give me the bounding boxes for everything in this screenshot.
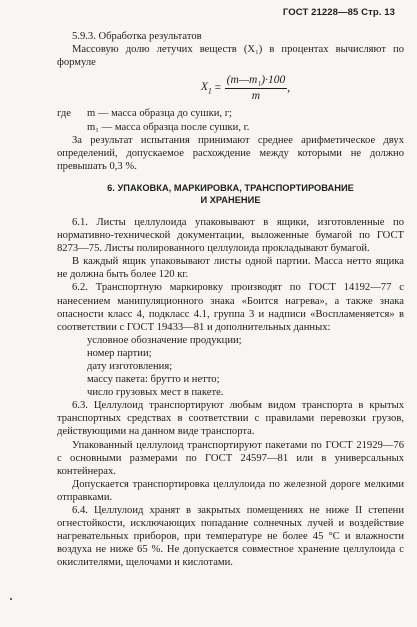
paragraph-6-4: 6.4. Целлулоид хранят в закрытых помещениях не ниже II степени огнестойкости, исключающих попадание солнечных лучей и воздействие нагревательных приборов, при температуре не более 45 °С и влажности воздуха не ниже 65 %. Не допускается совместное хранение целлулоида с окислителями, щелочами и кислотами. — [57, 505, 404, 569]
subsection-title: 5.9.3. Обработка результатов — [72, 31, 202, 42]
formula: $X_1$ = $\frac{\text{(m—m₁)·100}}{m}$ , — [200, 74, 291, 103]
formula-numerator: (m—m₁)·100 — [225, 74, 288, 89]
scan-dot — [10, 598, 12, 600]
marking-list — [87, 334, 404, 399]
paragraph-6-3: 6.3. Целлулоид транспортируют любым видом транспорта в крытых транспортных средствах в соответствии с правилами перевозки грузов, действующими на данном виде транспорта. — [57, 400, 404, 438]
list-item: массу пакета: брутто и нетто; — [87, 374, 220, 386]
paragraph-6-1: 6.1. Листы целлулоида упаковывают в ящики, изготовленные по нормативно-технической документации, выложенные бумагой по ГОСТ 8273—75. Листы полированного целлулоида прокладывают бумагой. — [57, 216, 404, 255]
list-item: число грузовых мест в пакете. — [87, 387, 224, 399]
list-item: номер партии; — [87, 347, 152, 359]
paragraph-6-3b: Упакованный целлулоид транспортируют пакетами по ГОСТ 21929—76 с основными размерами по ГОСТ 24597—81 или в универсальных контейнерах. — [57, 439, 404, 477]
paragraph-6-1b: В каждый ящик упаковывают листы одной партии. Масса нетто ящика не должна быть более 120 кг. — [57, 256, 404, 281]
paragraph-intro: Массовую долю летучих веществ (X₁) в процентах вычисляют по формуле — [57, 44, 404, 69]
formula-fraction — [225, 74, 288, 103]
page-header: ГОСТ 21228—85 Стр. 13 — [282, 7, 395, 18]
list-item: дату изготовления; — [87, 360, 173, 372]
document-body — [57, 30, 404, 569]
legend-m: где m — масса образца до сушки, г; — [57, 108, 232, 120]
section-title: 6. УПАКОВКА, МАРКИРОВКА, ТРАНСПОРТИРОВАНИЕ И ХРАНЕНИЕ — [107, 182, 354, 205]
paragraph-6-3c: Допускается транспортировка целлулоида по железной дороге мелкими отправками. — [57, 478, 404, 503]
paragraph-6-2: 6.2. Транспортную маркировку производят по ГОСТ 14192—77 с нанесением манипуляционного знака «Боится нагрева», а также знака опасности класс 4, подкласс 4.1, группа 3 и надписи «Воспламеняется» в соответствии с ГОСТ 19433—81 и дополнительных данных: — [57, 282, 404, 333]
list-item: условное обозначение продукции; — [87, 334, 242, 346]
legend-m1: m₁ — масса образца после сушки, г. — [87, 121, 250, 133]
paragraph-result: За результат испытания принимают среднее арифметическое двух определений, допускаемое расхождение между которыми не должно превышать 0,3 %. — [57, 134, 404, 172]
formula-lhs: $X_1$ — [200, 80, 212, 95]
formula-denominator: m — [251, 90, 261, 103]
